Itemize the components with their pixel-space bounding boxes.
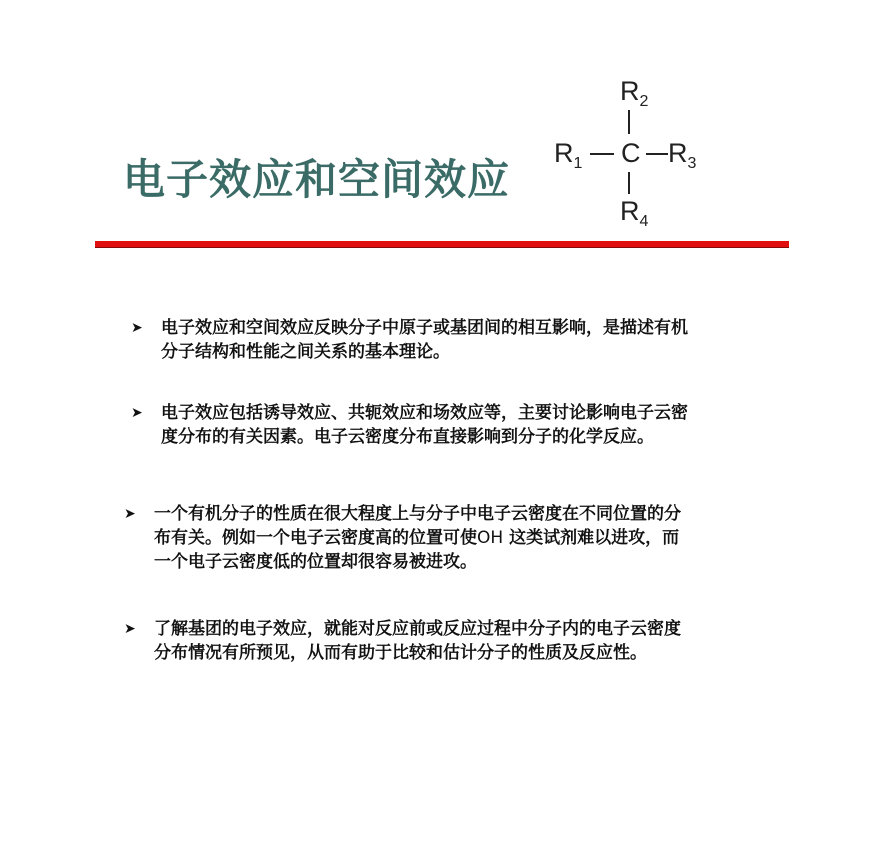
bullet-line: 电子效应和空间效应反映分子中原子或基团间的相互影响，是描述有机: [161, 318, 688, 338]
bond-right: [646, 153, 668, 155]
title-divider: [95, 241, 789, 248]
bullet-line: 分布情况有所预见，从而有助于比较和估计分子的性质及反应性。: [154, 643, 647, 663]
central-carbon: C: [621, 138, 641, 168]
slide-title: 电子效应和空间效应: [123, 155, 511, 204]
r3-group: $R_3$: [668, 138, 697, 172]
bullet-line: 一个有机分子的性质在很大程度上与分子中电子云密度在不同位置的分: [154, 504, 681, 524]
arrow-bullet-icon: ➤: [124, 621, 136, 637]
bullet-line: 一个电子云密度低的位置却很容易被进攻。: [154, 552, 477, 572]
bullet-item: [124, 502, 774, 574]
bullet-line: 分子结构和性能之间关系的基本理论。: [161, 342, 450, 362]
bullet-line: 电子效应包括诱导效应、共轭效应和场效应等，主要讨论影响电子云密: [161, 403, 688, 423]
arrow-bullet-icon: ➤: [124, 506, 136, 522]
substituted-carbon-structure: [548, 72, 718, 242]
bond-left: [590, 153, 614, 155]
bullet-item: [124, 617, 774, 665]
bullet-line: 布有关。例如一个电子云密度高的位置可使OH 这类试剂难以进攻，而: [154, 528, 680, 548]
bullet-line: 度分布的有关因素。电子云密度分布直接影响到分子的化学反应。: [161, 427, 654, 447]
bullet-line: 了解基团的电子效应，就能对反应前或反应过程中分子内的电子云密度: [154, 619, 681, 639]
bullet-item: [131, 401, 781, 449]
r2-group: $R_2$: [620, 76, 649, 110]
r4-group: $R_4$: [620, 196, 649, 230]
bullet-item: [131, 316, 781, 364]
hydroxide-label: OH: [477, 528, 504, 548]
r1-group: $R_1$: [554, 138, 583, 172]
arrow-bullet-icon: ➤: [131, 320, 143, 336]
bond-bottom: [628, 172, 630, 194]
arrow-bullet-icon: ➤: [131, 405, 143, 421]
bond-top: [628, 110, 630, 134]
